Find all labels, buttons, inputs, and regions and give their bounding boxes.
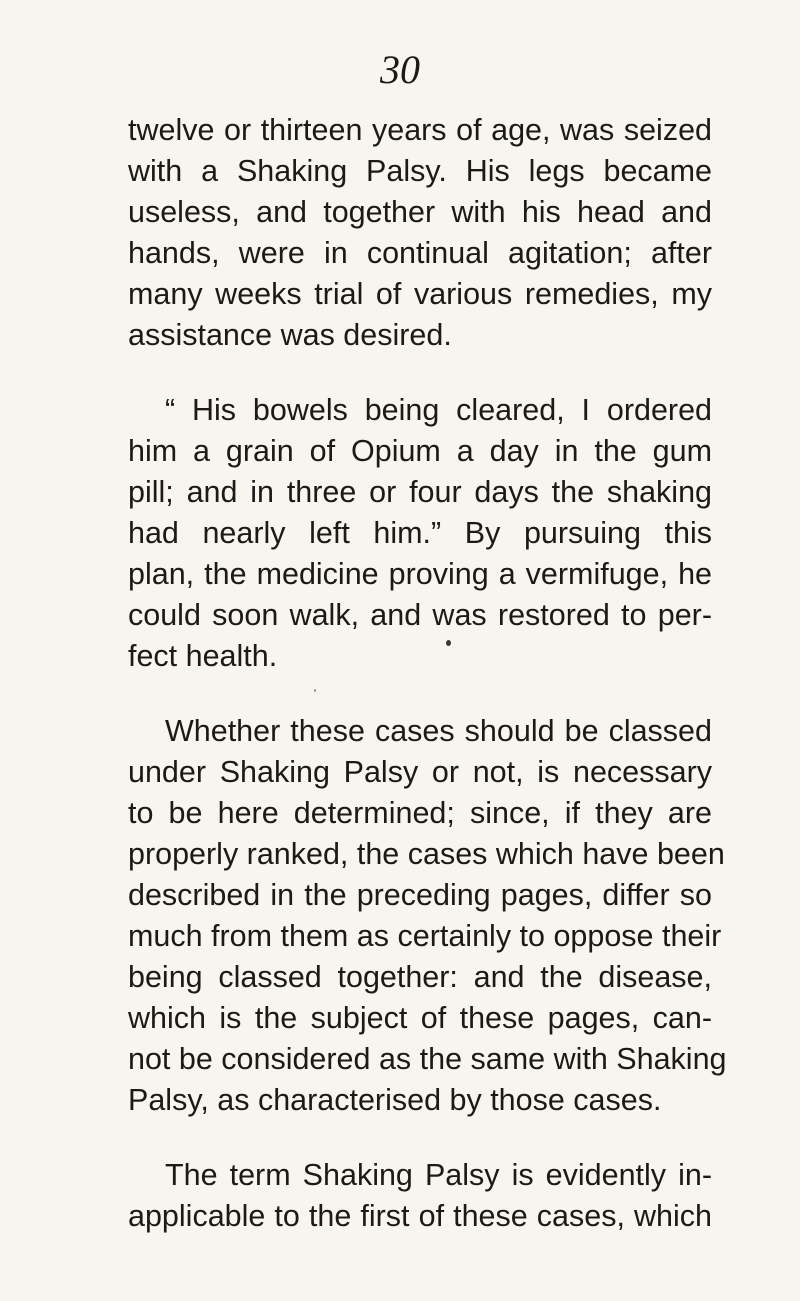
text-line: properly ranked, the cases which have been [128,837,725,871]
text-line: plan, the medicine proving a vermifuge, he [128,557,712,591]
text-line: Palsy, as characterised by those cases. [128,1083,662,1117]
text-line: not be considered as the same with Shaking [128,1042,727,1076]
text-line: useless, and together with his head and [128,195,712,229]
text-line: hands, were in continual agitation; after [128,236,712,270]
text-line: had nearly left him.” By pursuing this [128,516,712,550]
ink-speck [446,640,451,646]
text-line: described in the preceding pages, differ so [128,878,712,912]
text-line: with a Shaking Palsy. His legs became [128,154,712,188]
text-line: applicable to the first of these cases, which [128,1199,712,1233]
text-line: twelve or thirteen years of age, was seized [128,113,712,147]
text-line: much from them as certainly to oppose their [128,919,722,953]
text-line: to be here determined; since, if they are [128,796,712,830]
ink-speck [314,689,316,692]
text-line: under Shaking Palsy or not, is necessary [128,755,712,789]
text-line: him a grain of Opium a day in the gum [128,434,712,468]
text-line: “ His bowels being cleared, I ordered [165,393,712,427]
text-line: which is the subject of these pages, can- [128,1001,712,1035]
text-line: being classed together: and the disease, [128,960,712,994]
text-line: Whether these cases should be classed [165,714,712,748]
text-line: fect health. [128,639,278,673]
text-line: assistance was desired. [128,318,452,352]
text-line: pill; and in three or four days the shaking [128,475,712,509]
text-line: could soon walk, and was restored to per- [128,598,712,632]
text-line: many weeks trial of various remedies, my [128,277,712,311]
page-number: 30 [380,47,420,92]
text-line: The term Shaking Palsy is evidently in- [165,1158,712,1192]
